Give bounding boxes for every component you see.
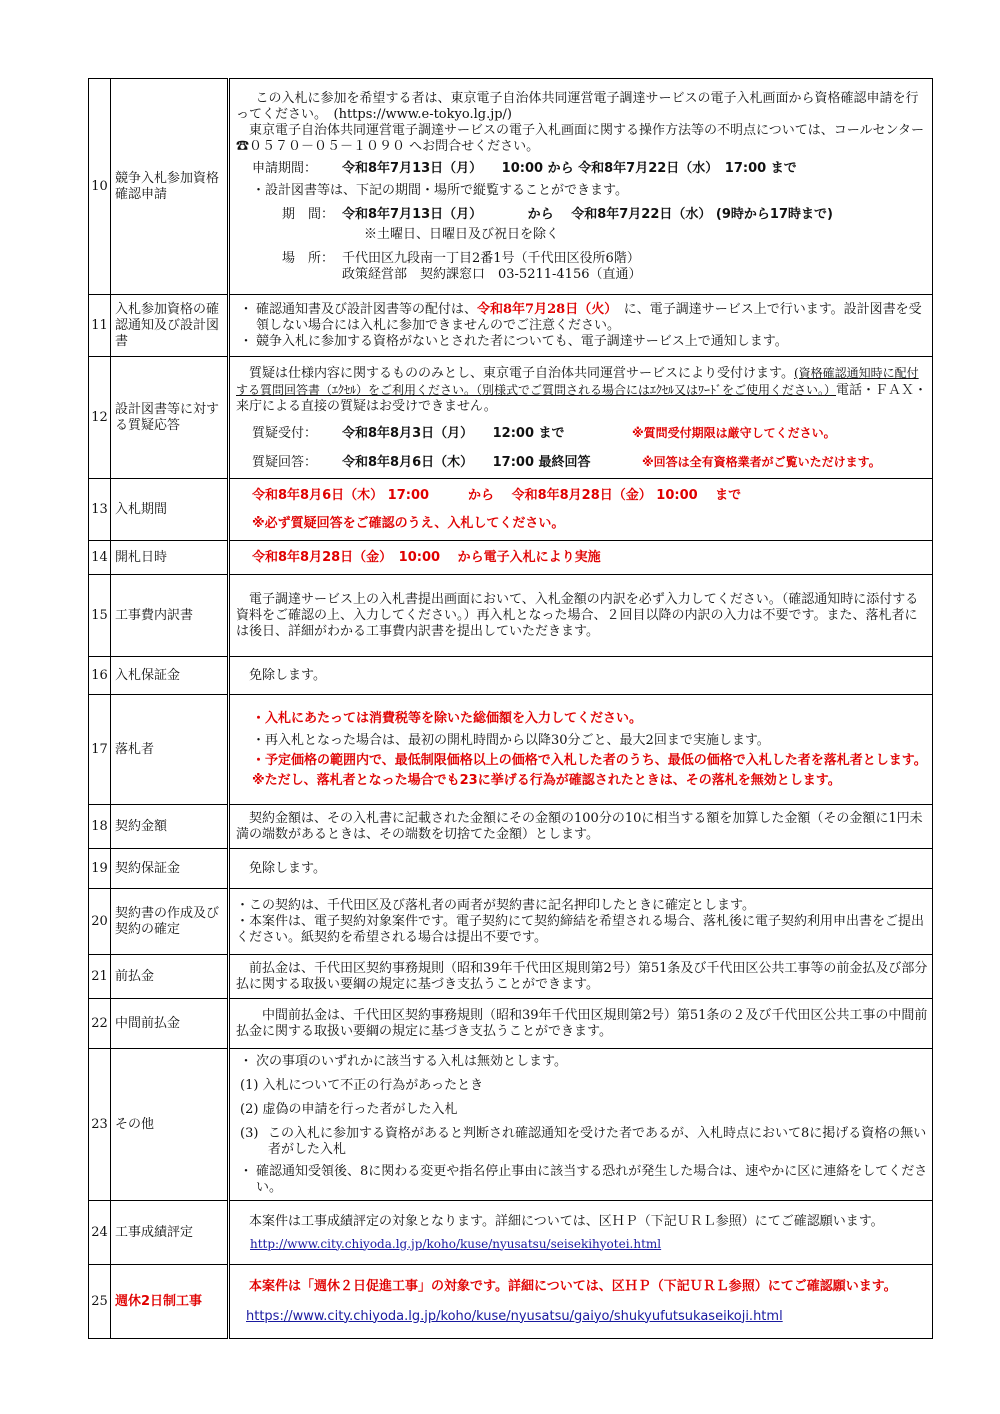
row-label: 契約保証金: [111, 849, 229, 889]
paragraph: 本案件は「週休２日促進工事」の対象です。詳細については、区ＨＰ（下記ＵＲＬ参照）にてご確認願います。: [249, 1278, 897, 1294]
note-text: ・設計図書等は、下記の期間・場所で縦覧することができます。: [252, 182, 628, 198]
row-label: 週休2日制工事: [111, 1265, 229, 1339]
text: に、電子調達サービス上で行います。設計図書を受領しない場合には入札に参加できませんのでご注意ください。: [256, 301, 922, 333]
warning-note: ※回答は全有資格業者がご覧いただけます。: [642, 454, 881, 469]
field-label: 期 間：: [282, 206, 335, 222]
table-row: [89, 657, 933, 695]
document-page: [88, 78, 932, 1339]
table-row: [89, 541, 933, 575]
table-row: [89, 357, 933, 479]
list-number: (3): [240, 1125, 259, 1141]
evaluation-url-link[interactable]: http://www.city.chiyoda.lg.jp/koho/kuse/nyusatsu/seisekihyotei.html: [250, 1236, 662, 1251]
warning-note: ・予定価格の範囲内で、最低制限価格以上の価格で入札した者のうち、最低の価格で入札した者を落札者とします。: [252, 752, 927, 768]
row-label: 入札参加資格の確認通知及び設計図書: [111, 295, 229, 357]
row-number: 22: [89, 999, 111, 1049]
row-label: 入札期間: [111, 479, 229, 541]
text: 電話・ＦＡＸ・来庁による直接の質疑はお受けできません。: [236, 382, 928, 414]
row-number: 24: [89, 1201, 111, 1265]
table-row: [89, 295, 933, 357]
text: 確認通知書及び設計図書等の配付は、: [256, 301, 478, 317]
text: 次の事項のいずれかに該当する入札は無効とします。: [256, 1053, 567, 1069]
application-period: [236, 161, 928, 177]
paragraph: 免除します。: [249, 667, 326, 683]
table-row: [89, 889, 933, 955]
opening-datetime: 令和8年8月28日（金） 10:00 から電子入札により実施: [252, 549, 601, 565]
row-label: 前払金: [111, 955, 229, 999]
row-content: [229, 889, 933, 955]
row-number: 21: [89, 955, 111, 999]
table-row: [89, 849, 933, 889]
row-content: [229, 1201, 933, 1265]
row-label: 開札日時: [111, 541, 229, 575]
table-row: [89, 695, 933, 805]
row-content: [229, 1049, 933, 1201]
row-content: [229, 479, 933, 541]
row-number: 15: [89, 575, 111, 657]
paragraph: 前払金は、千代田区契約事務規則（昭和39年千代田区規則第2号）第51条及び千代田区公共工事等の前金払及び部分払に関する取扱い要綱の規定に基づき支払うことができます。: [236, 960, 928, 992]
inspection-place: [236, 251, 928, 267]
list-item: (1) 入札について不正の行為があったとき: [240, 1077, 484, 1093]
table-row: [89, 1265, 933, 1339]
row-label: 契約金額: [111, 805, 229, 849]
field-value: 令和8年7月13日（月） から 令和8年7月22日（水） (9時から17時まで): [342, 206, 833, 222]
paragraph: 東京電子自治体共同運営電子調達サービスの電子入札画面に関する操作方法等の不明点については、コールセンター☎０５７０－０５－１０９０ へお問合せください。: [236, 122, 924, 154]
paragraph: 契約金額は、その入札書に記載された金額にその金額の100分の10に相当する額を加算した金額（その金額に1円未満の端数があるときは、その端数を切捨てた金額）とします。: [236, 810, 923, 842]
field-label: 質疑回答：: [252, 454, 318, 470]
row-content: [229, 849, 933, 889]
table-row: [89, 999, 933, 1049]
row-number: 18: [89, 805, 111, 849]
warning-note: ・入札にあたっては消費税等を除いた総価額を入力してください。: [252, 710, 643, 726]
row-label: その他: [111, 1049, 229, 1201]
paragraph: [236, 365, 928, 415]
row-content: [229, 1265, 933, 1339]
warning-note: ※質問受付期限は厳守してください。: [632, 425, 836, 440]
text: 質疑は仕様内容に関するもののみとし、東京電子自治体共同運営サービスにより受付けます。: [249, 365, 794, 381]
paragraph: 電子調達サービス上の入札書提出画面において、入札金額の内訳を必ず入力してください。（確認通知時に添付する資料をご確認の上、入力してください。）再入札となった場合、２回目以降の内訳の入力は不要です。また、落札者には後日、詳細がわかる工事費内訳書を提出していただきます。: [236, 591, 919, 639]
row-content: [229, 955, 933, 999]
row-number: 25: [89, 1265, 111, 1339]
row-content: [229, 79, 933, 295]
row-number: 14: [89, 541, 111, 575]
paragraph: 中間前払金は、千代田区契約事務規則（昭和39年千代田区規則第2号）第51条の２及び千代田区公共工事の中間前払金に関する取扱い要綱の規定に基づき支払うことができます。: [236, 1007, 928, 1039]
paragraph: 免除します。: [249, 860, 326, 876]
field-value: 千代田区九段南一丁目2番1号（千代田区役所6階）: [342, 250, 640, 266]
table-row: [89, 1049, 933, 1201]
question-period: [236, 425, 928, 442]
table-row: [89, 955, 933, 999]
underlined-text: (資格確認通知時に配付する質問回答書（ｴｸｾﾙ）をご利用ください。（別様式でご質問される場合にはｴｸｾﾙ又はﾜｰﾄﾞをご使用ください。）: [236, 365, 919, 397]
text: 確認通知受領後、8に関わる変更や指名停止事由に該当する恐れが発生した場合は、速やかに区に連絡をしてください。: [256, 1163, 928, 1195]
table-row: [89, 1201, 933, 1265]
field-value: 令和8年7月13日（月） 10:00 から 令和8年7月22日（水） 17:00 まで: [342, 160, 797, 176]
field-label: 場 所：: [282, 250, 335, 266]
row-label: 工事成績評定: [111, 1201, 229, 1265]
row-label: 入札保証金: [111, 657, 229, 695]
answer-period: [236, 454, 928, 471]
weekly-holiday-url-link[interactable]: https://www.city.chiyoda.lg.jp/koho/kuse/nyusatsu/gaiyo/shukyufutsukaseikoji.html: [246, 1308, 783, 1324]
row-label: 中間前払金: [111, 999, 229, 1049]
paragraph: ・この契約は、千代田区及び落札者の両者が契約書に記名押印したときに確定とします。: [236, 897, 755, 913]
specification-table: [88, 78, 933, 1339]
row-content: [229, 575, 933, 657]
row-content: [229, 999, 933, 1049]
bullet-item: ・ 競争入札に参加する資格がないとされた者についても、電子調達サービス上で通知します。: [239, 333, 788, 349]
table-row: [89, 805, 933, 849]
bullet-item: ・ 確認通知受領後、8に関わる変更や指名停止事由に該当する恐れが発生した場合は、速やかに区に連絡をしてください。: [239, 1163, 928, 1195]
row-number: 23: [89, 1049, 111, 1201]
row-content: [229, 695, 933, 805]
row-content: [229, 657, 933, 695]
field-label: 申請期間：: [252, 160, 318, 176]
paragraph: 本案件は工事成績評定の対象となります。詳細については、区ＨＰ（下記ＵＲＬ参照）にてご確認願います。: [249, 1213, 884, 1229]
row-number: 13: [89, 479, 111, 541]
row-number: 10: [89, 79, 111, 295]
text: この入札に参加する資格があると判断され確認通知を受けた者であるが、入札時点において8に掲げる資格の無い者がした入札: [268, 1125, 927, 1157]
field-value: 令和8年8月6日（木） 17:00 最終回答: [342, 454, 591, 470]
row-number: 16: [89, 657, 111, 695]
row-number: 20: [89, 889, 111, 955]
field-label: 質疑受付：: [252, 425, 318, 441]
row-content: [229, 541, 933, 575]
row-number: 12: [89, 357, 111, 479]
bullet-item: ・ 次の事項のいずれかに該当する入札は無効とします。: [239, 1053, 567, 1069]
row-label: 契約書の作成及び契約の確定: [111, 889, 229, 955]
row-label: 工事費内訳書: [111, 575, 229, 657]
inspection-period: [236, 207, 928, 223]
text: 競争入札に参加する資格がないとされた者についても、電子調達サービス上で通知します。: [256, 333, 788, 349]
row-number: 19: [89, 849, 111, 889]
paragraph: この入札に参加を希望する者は、東京電子自治体共同運営電子調達サービスの電子入札画面から資格確認申請を行ってください。 (https://www.e-tokyo.lg.jp/): [236, 90, 919, 122]
bullet-item: ・ 確認通知書及び設計図書等の配付は、令和8年7月28日（火） に、電子調達サービス上で行います。設計図書を受領しない場合には入札に参加できませんのでご注意ください。: [239, 301, 922, 333]
warning-note: ※ただし、落札者となった場合でも23に挙げる行為が確認されたときは、その落札を無効とします。: [252, 772, 841, 788]
row-label: 設計図書等に対する質疑応答: [111, 357, 229, 479]
bid-period: 令和8年8月6日（木） 17:00 から 令和8年8月28日（金） 10:00 まで: [252, 487, 742, 503]
list-item: (2) 虚偽の申請を行った者がした入札: [240, 1101, 458, 1117]
paragraph: ・再入札となった場合は、最初の開札時間から以降30分ごと、最大2回まで実施します。: [252, 732, 770, 748]
row-number: 11: [89, 295, 111, 357]
field-value: 政策経営部 契約課窓口 03-5211-4156（直通）: [342, 266, 642, 282]
paragraph: ・本案件は、電子契約対象案件です。電子契約にて契約締結を希望される場合、落札後に電子契約利用申出書をご提出ください。紙契約を希望される場合は提出不要です。: [236, 913, 924, 945]
table-row: [89, 479, 933, 541]
list-item: [236, 1126, 928, 1158]
table-row: [89, 79, 933, 295]
note-text: ※土曜日、日曜日及び祝日を除く: [364, 226, 560, 242]
warning-note: ※必ず質疑回答をご確認のうえ、入札してください。: [252, 515, 565, 531]
field-value: 令和8年8月3日（月） 12:00 まで: [342, 425, 565, 441]
row-content: [229, 357, 933, 479]
date-highlight: 令和8年7月28日（火）: [477, 301, 611, 317]
row-content: [229, 295, 933, 357]
row-number: 17: [89, 695, 111, 805]
row-label: 競争入札参加資格確認申請: [111, 79, 229, 295]
row-content: [229, 805, 933, 849]
table-row: [89, 575, 933, 657]
row-label: 落札者: [111, 695, 229, 805]
